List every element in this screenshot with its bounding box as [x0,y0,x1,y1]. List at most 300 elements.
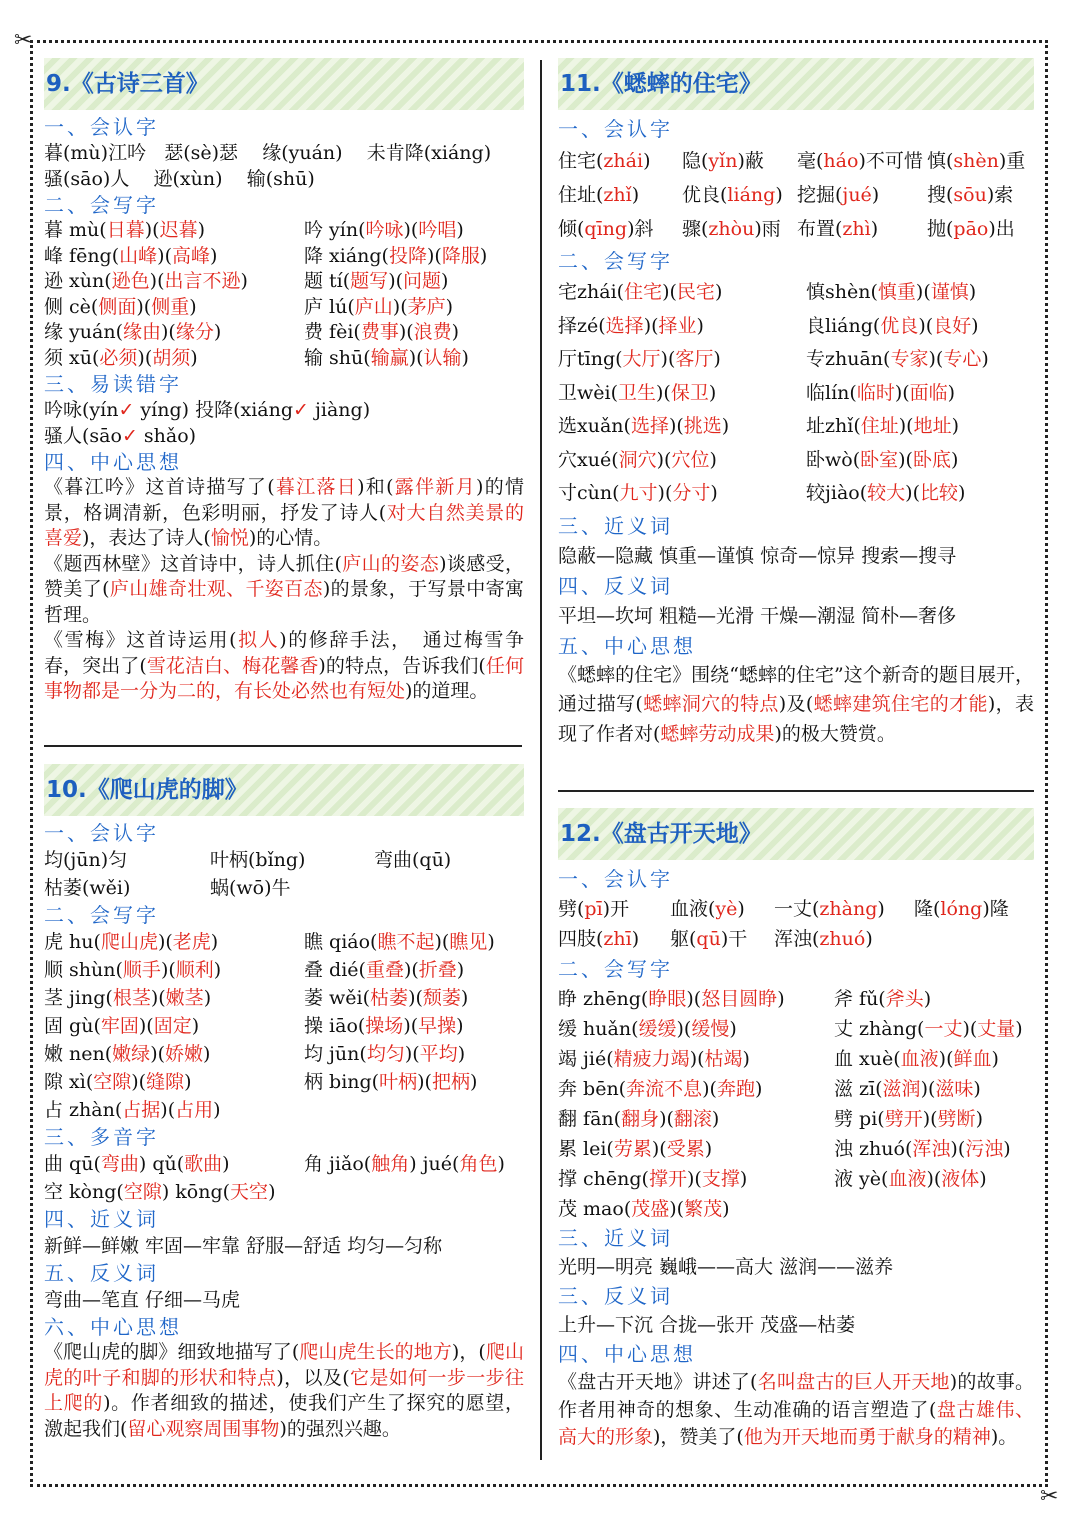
body-text: )( [669,1198,685,1220]
answer-text: 庐山的姿态 [341,552,440,575]
answer-text: 住址 [860,415,899,437]
body-text: ) [268,1181,276,1203]
body-text: ) [184,1071,192,1093]
body-text: )( [417,1071,432,1093]
word-row [558,343,1034,377]
answer-text: 滋润 [882,1078,921,1100]
body-text: )( [898,415,914,437]
body-text: 卧wò( [806,448,861,471]
center-paragraph [44,628,524,705]
answer-text: 翻身 [621,1108,660,1130]
body-text: ) [951,415,960,437]
section-12 [558,808,1034,1452]
heading-renzi: 一、会认字 [44,115,159,139]
body-text: 液 yè( [834,1168,889,1190]
body-text: jiàng) [308,399,371,421]
renzi-line [558,212,1034,246]
answer-text: 慎重 [877,281,916,303]
word-item [558,477,806,511]
body-text: )( [659,1108,674,1130]
heading-fanyi: 三、反义词 [558,1284,673,1308]
answer-text: 任何事物都是一分为二的，有长处必然也有短处 [44,654,524,702]
answer-text: 颓萎 [422,987,461,1009]
body-text: 劈 pi( [834,1108,885,1130]
section-title: 12.《盘古开天地》 [558,808,1034,860]
answer-text: 精疲力竭 [613,1048,690,1070]
body-text: 空 kòng( [44,1181,124,1203]
scissors-icon: ✂ [1040,1484,1059,1509]
heading-fanyi: 四、反义词 [558,573,673,598]
renzi-word: 住宅(zhái) [558,150,651,172]
word-item [304,956,464,984]
word-item [304,218,464,244]
heading-jinyi: 三、近义词 [558,1226,673,1250]
answer-text: 睁眼 [648,988,687,1010]
renzi-word: 抛(pāo)出 [927,218,1015,240]
body-text: )的强烈兴趣。 [279,1417,401,1440]
body-text: 竭 jié( [558,1048,614,1070]
body-text: 宅zhái( [558,281,625,303]
word-item [304,244,487,270]
body-text: ) [973,1078,981,1100]
section-title: 11.《蟋蟀的住宅》 [558,58,1034,110]
body-text: 浊 zhuó( [834,1138,913,1160]
answer-text: 降服 [441,244,480,267]
body-text: )的故事。作者用神奇的想象、生动准确的语言塑造了( [558,1371,1034,1421]
body-text: ) [777,988,785,1010]
answer-text: 缓慢 [691,1018,730,1040]
renzi-block [558,144,1034,246]
answer-text: 蟋蟀劳动成果 [660,722,775,745]
answer-text: 择业 [658,314,697,337]
body-text: )( [403,959,419,981]
answer-text: 日暮 [106,219,145,241]
body-text: ) [950,448,959,471]
word-item [558,276,806,310]
body-text: 庐 lú( [304,295,355,318]
body-text: 择zé( [558,314,606,337]
answer-text: 斧头 [885,988,924,1010]
answer-text: 盘古雄伟、高大的形象 [558,1398,1034,1448]
answer-text: 浪费 [413,321,452,343]
body-text: )( [920,1078,936,1100]
body-text: ) [469,1071,478,1093]
heading-center: 六、中心思想 [44,1315,182,1339]
answer-text: 牢固 [100,1015,139,1037]
body-text: )( [676,1018,692,1040]
body-text: 较jiào( [806,482,868,504]
answer-text: 怒目圆睁 [701,988,778,1010]
answer-text: 平均 [419,1043,458,1065]
body-text: )( [687,1168,702,1190]
body-text: )( [657,482,673,504]
body-text: ) [203,987,212,1009]
body-text: 均 jūn( [304,1043,367,1065]
answer-text: 瞧不起 [377,931,435,953]
answer-text: 较大 [867,482,906,504]
body-text: 选xuǎn( [558,415,631,437]
answer-text: 茅庐 [407,295,446,318]
word-row [558,984,1034,1014]
body-text: )，赞美了( [653,1426,744,1448]
body-text: ) [213,959,222,981]
answer-text: 暮江落日 [274,476,358,498]
body-text: ) [713,348,721,370]
answer-text: 他为开天地而勇于献身的精神 [743,1426,991,1448]
body-text: ) [441,270,449,292]
scissors-icon: ✂ [14,28,33,53]
word-item [304,928,495,956]
center-paragraph [44,475,524,552]
renzi-word: 躯(qū)干 [670,928,748,950]
fanyi-line: 平坦—坎坷 粗糙—光滑 干燥—潮湿 简朴—奢侈 [558,604,957,627]
word-row [558,1134,1034,1164]
answer-text: 嫩绿 [112,1043,151,1065]
body-text: ) [222,1153,230,1175]
answer-text: 必须 [99,346,138,369]
word-item [304,1012,464,1040]
body-text: )( [905,482,920,504]
answer-text: 顺利 [175,959,214,981]
body-text: )( [668,415,684,437]
answer-text: 空隙 [93,1071,132,1093]
column-divider [540,60,542,1460]
body-text: 茎 jing( [44,987,113,1009]
body-text: 缘 yuán( [44,321,123,343]
body-text: )( [161,321,176,343]
body-text: )( [938,1048,954,1070]
body-text: )( [388,270,404,292]
answer-text: 投降 [388,244,427,267]
word-item [44,928,304,956]
answer-text: 挑选 [683,415,722,437]
body-text: )( [138,1015,154,1037]
word-row [558,1104,1034,1134]
word-row [44,295,524,321]
jinyi-line: 新鲜—鲜嫩 牢固—牢靠 舒服—舒适 均匀—匀称 [44,1235,443,1257]
answer-text: 出言不逊 [164,270,241,292]
body-text: )( [427,244,442,267]
renzi-word: 隆(lóng)隆 [914,898,1009,920]
section-title: 9.《古诗三首》 [44,58,524,110]
answer-text: 拟人 [236,629,280,651]
body-text: )谈感受，赞美了( [44,552,524,600]
answer-text: 天空 [230,1181,269,1203]
word-item [304,1068,477,1096]
body-text: ) [451,321,460,343]
body-text: ) [213,321,222,343]
body-text: )，( [451,1341,486,1363]
body-text: shǎo) [137,425,197,447]
heading-renzi: 一、会认字 [558,117,673,141]
jinyi-line: 隐蔽—隐藏 慎重—谨慎 惊奇—惊异 搜索—搜寻 [558,544,957,567]
answer-text: 劈开 [884,1108,923,1130]
renzi-word: 劈(pī)开 [558,898,630,920]
answer-text: 穴位 [671,448,710,471]
answer-text: 血液 [900,1048,939,1070]
body-text: )( [404,1043,420,1065]
heading-renzi: 一、会认字 [558,867,673,891]
body-text: )( [962,1018,978,1040]
word-item [558,343,806,377]
body-text: 骚人(sāo [44,425,122,447]
section-rule [44,745,522,747]
word-row [44,1012,524,1040]
answer-text: 蟋蟀洞穴的特点 [642,693,779,715]
answer-text: 卧底 [912,448,951,471]
body-text: 《题西林壁》这首诗中，诗人抓住( [44,552,342,575]
body-text: ) [754,1078,763,1100]
answer-text: 浑浊 [912,1138,951,1160]
yidu-line [44,397,524,423]
answer-text: 大厅 [622,348,661,370]
body-text: )( [398,321,414,343]
body-text: ) [971,314,979,337]
heading-renzi: 一、会认字 [44,821,159,845]
answer-text: 侧面 [98,295,137,318]
answer-text: 均匀 [366,1043,405,1065]
answer-text: 蟋蟀建筑住宅的才能 [813,693,988,715]
body-text: ) [456,959,465,981]
word-item [558,1164,834,1194]
answer-text: 早操 [418,1015,457,1037]
body-text: )( [144,219,160,241]
word-row [558,310,1034,344]
body-text: 萎 wěi( [304,987,371,1009]
body-text: )( [157,244,172,267]
answer-text: 胡须 [152,346,191,369]
body-text: 斧 fǔ( [834,988,886,1010]
answer-text: 液体 [941,1168,980,1190]
body-text: ) [714,281,723,303]
word-item [558,310,806,344]
answer-text: 谨慎 [930,281,969,303]
word-item [834,1074,981,1104]
body-text: 缓 huǎn( [558,1018,639,1040]
word-row [558,1194,1034,1224]
body-text: 曲 qū( [44,1153,101,1175]
word-row [44,1096,524,1124]
body-text: ) [210,931,219,953]
answer-text: 老虎 [172,931,211,953]
fanyi-line: 弯曲—笔直 仔细—马虎 [44,1289,241,1311]
answer-text: 逊色 [111,270,150,292]
word-row [558,1074,1034,1104]
answer-text: 占用 [175,1099,214,1121]
answer-text: 把柄 [431,1071,470,1093]
body-text: )( [160,959,176,981]
body-text: 《蟋蟀的住宅》围绕“蟋蟀的住宅”这个新奇的题目展开，通过描写( [558,663,1034,715]
renzi-word: 住址(zhǐ) [558,184,640,206]
word-item [558,1134,834,1164]
duoyin-grid [44,1150,524,1206]
body-text: ) [708,381,717,404]
renzi-word: 一丈(zhàng) [774,898,885,920]
word-item [44,1068,304,1096]
answer-text: 雪花洁白、梅花馨香 [146,654,319,677]
body-text: )( [157,931,173,953]
body-text: )( [918,314,934,337]
body-text: ) [981,348,989,370]
answer-text: 临时 [856,381,895,404]
body-text: 吟咏(yín [44,399,119,421]
body-text: 输 shū( [304,346,371,369]
body-text: 寸cùn( [558,482,620,504]
word-item [44,320,304,346]
body-text: )( [137,346,153,369]
answer-text: 娇嫩 [165,1043,204,1065]
body-text: )。作者细致的描述，使我们产生了探究的愿望，激起我们( [44,1392,524,1440]
answer-text: 优良 [880,314,919,337]
body-text: ) [191,1015,200,1037]
body-text: ) [947,381,956,404]
word-item [806,310,979,344]
answer-text: 分寸 [672,482,711,504]
word-item [558,1014,834,1044]
body-text: 滋 zī( [834,1078,883,1100]
body-text: 翻 fān( [558,1108,622,1130]
body-text: 操 iāo( [304,1015,366,1037]
heading-fanyi: 五、反义词 [44,1261,159,1285]
body-text: 良liáng( [806,314,881,337]
answer-text: 侧重 [151,295,190,318]
word-item [834,1134,1011,1164]
answer-text: 固定 [153,1015,192,1037]
body-text: ) [497,1153,505,1175]
body-text: )( [662,281,677,303]
body-text: 固 gù( [44,1015,101,1037]
jinyi-line: 光明—明亮 巍峨——高大 滋润——滋养 [558,1256,894,1278]
word-item [834,1104,983,1134]
word-item [304,320,459,346]
body-text: )的道理。 [405,680,489,702]
word-row [44,956,524,984]
word-row [44,244,524,270]
word-item [834,1044,999,1074]
body-text: ) [742,1048,750,1070]
fanyi-line: 上升—下沉 合拢—张开 茂盛—枯萎 [558,1314,856,1336]
renzi-line [558,178,1034,212]
body-text: )( [149,270,165,292]
body-text: ) [456,219,464,241]
renzi-word: 布置(zhì) [797,218,879,240]
body-text: )( [928,348,944,370]
answer-text: 操场 [365,1015,404,1037]
answer-text: 选择 [630,415,669,437]
heading-xiezi: 二、会写字 [44,193,159,217]
renzi-word: 骤(zhòu)雨 [682,218,781,240]
body-text: )( [656,381,671,404]
body-text: )( [898,448,913,471]
word-item [304,269,448,295]
answer-text: 鲜血 [953,1048,992,1070]
renzi-word: 隐(yǐn)蔽 [682,150,764,172]
body-text: 茂 mao( [558,1198,632,1220]
word-item [558,1074,834,1104]
word-item [834,1164,987,1194]
word-row [44,320,524,346]
answer-text: 洞穴 [618,448,657,471]
section-10 [44,764,524,1442]
body-text: )( [403,1015,419,1037]
body-text: 顺 shùn( [44,959,123,981]
answer-text: 认输 [423,346,462,369]
answer-text: 污浊 [965,1138,1004,1160]
body-text: 奔 bēn( [558,1078,627,1100]
body-text: ) [190,346,198,369]
body-text: )的修辞手法， 通过梅雪争春，突出了( [44,629,524,677]
renzi-line: 均(jūn)匀 叶柄(bǐng) 弯曲(qū) [44,849,452,871]
body-text: ) [445,295,454,318]
word-row [558,1014,1034,1044]
xiezi-grid [558,984,1034,1224]
answer-text: 九寸 [619,482,658,504]
renzi-line [558,144,1034,178]
body-text: 柄 bing( [304,1071,380,1093]
answer-text: 卧室 [860,448,899,471]
answer-text: 专家 [890,348,929,370]
body-text: 叠 dié( [304,959,366,981]
renzi-word: 浑浊(zhuó) [774,928,873,950]
body-text: )( [950,1138,966,1160]
yidu-lines [44,397,524,449]
body-text: )( [689,1048,705,1070]
answer-text: 血液 [888,1168,927,1190]
center-paragraph [558,661,1034,750]
body-text: 血 xuè( [834,1048,901,1070]
body-text: 《暮江吟》这首诗描写了( [44,476,275,498]
check-icon: ✓ [121,425,138,447]
body-text: )的景象，于写景中寄寓哲理。 [44,578,524,626]
body-text: ) kōng( [161,1181,231,1203]
answer-text: 住宅 [624,281,663,303]
body-text: 暮 mù( [44,219,107,241]
word-item [834,1014,1023,1044]
word-row [44,269,524,295]
answer-text: 名叫盘古的巨人开天地 [757,1371,950,1393]
body-text: ) [729,1018,737,1040]
word-item [44,1012,304,1040]
answer-text: 一丈 [924,1018,963,1040]
renzi-block [558,894,1034,954]
renzi-line: 枯萎(wěi) 蜗(wō)牛 [44,877,291,899]
word-item [44,244,304,270]
body-text: )( [150,1043,166,1065]
body-text: 《雪梅》这首诗运用( [44,629,237,651]
word-row [558,276,1034,310]
word-item [44,218,304,244]
word-item [304,1150,505,1178]
body-text: ) [722,1198,730,1220]
word-item [558,377,806,411]
answer-text: 茂盛 [631,1198,670,1220]
answer-text: 庐山雄奇壮观、千姿百态 [109,578,323,600]
answer-text: 叶柄 [379,1071,418,1093]
answer-text: 愉悦 [210,527,249,549]
word-row [44,346,524,372]
body-text: ) [197,219,205,241]
word-item [44,984,304,1012]
word-item [44,269,304,295]
word-item [806,410,959,444]
body-text: 隙 xì( [44,1071,94,1093]
body-text: ) [958,482,966,504]
body-text: )，以及( [276,1366,350,1389]
answer-text: 对大自然美景的喜爱 [44,501,524,549]
heading-center: 五、中心思想 [558,633,696,658]
body-text: ) [710,482,718,504]
body-text: ) [240,270,248,292]
